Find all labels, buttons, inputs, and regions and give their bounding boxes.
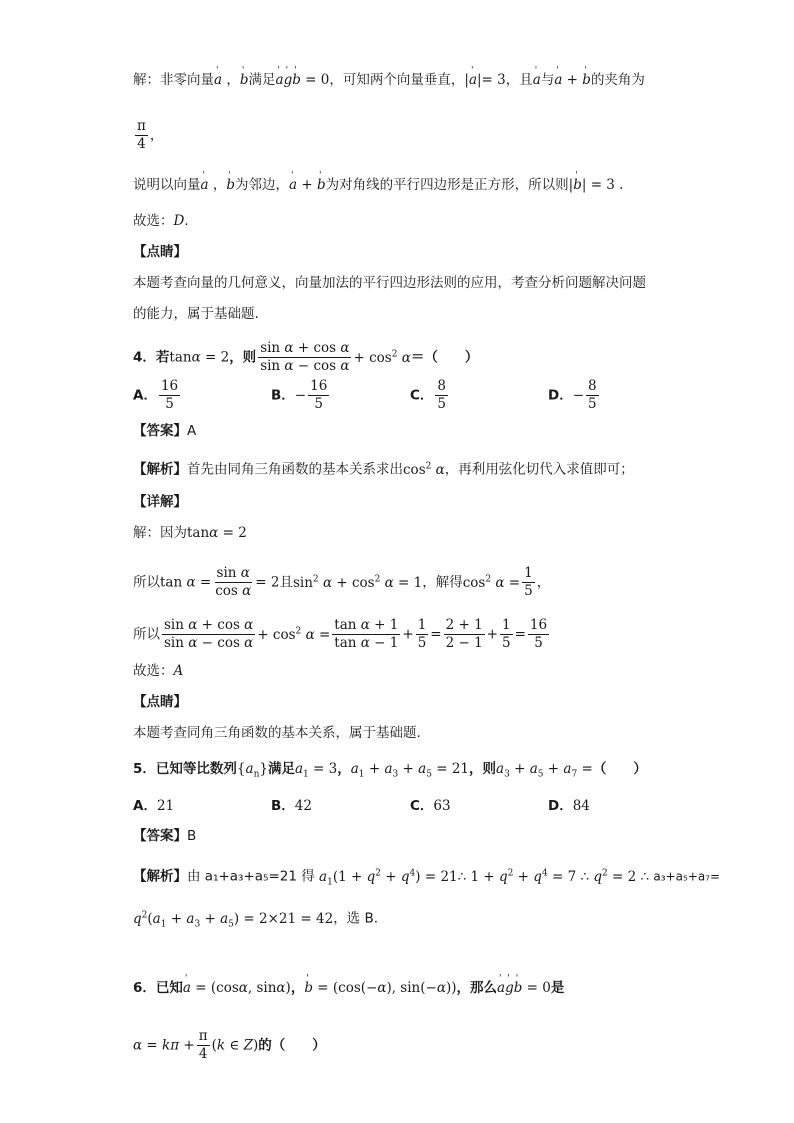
text: ，可知两个向量垂直， (329, 72, 465, 88)
q4-option-a[interactable]: A． $\frac{16}{5}$ (133, 378, 179, 412)
choose-answer: D (173, 213, 185, 229)
q4-comment-tag: 【点睛】 (133, 694, 187, 710)
text: （ ） (592, 761, 647, 777)
q4-answer (133, 421, 196, 441)
text: 说明以向量 (133, 177, 201, 193)
p3-comment-line-2: 的能力，属于基础题. (133, 306, 259, 322)
q5-option-b[interactable]: B．42 (271, 798, 312, 814)
analysis-tag: 【解析】 (133, 868, 187, 885)
text: 的夹角为 (590, 72, 645, 88)
p3-line-2 (133, 118, 163, 153)
text: 解：因为 (133, 525, 187, 541)
p3-line-1: 解：非零向量' a ，' b满足' a' g' b = 0，可知两个向量垂直，|' a|= 3，且' a与' a + ' b的夹角为 (133, 70, 645, 90)
text: 满足 (267, 761, 295, 777)
analysis-tag: 【解析】 (133, 461, 187, 478)
q5-option-a[interactable]: A．21 (133, 798, 175, 814)
text: ＝（ ） (410, 349, 479, 366)
text: ，且 (505, 72, 533, 88)
answer-tag: 【答案】 (133, 828, 187, 844)
text: ， (337, 761, 351, 777)
q5-stem: 5．已知等比数列$\{a_n\}$满足$a_1 = 3$，$a_1 + a_3 + a_5 = 21$，则$a_3 + a_5 + a_7$ =（ ） (133, 761, 647, 780)
q5-answer (133, 826, 196, 846)
text: 由 a₁+a₃+a₅=21 得 (187, 868, 315, 885)
vector-b: ' b (240, 70, 249, 90)
answer-value: B (187, 828, 197, 844)
text: ，再利用弦化切代入求值即可； (444, 461, 634, 478)
text: 的（ ） (258, 1037, 326, 1054)
q4-choose (133, 661, 183, 681)
choose-answer: A (173, 663, 184, 679)
sum-ab-expr: ' a + ' b (554, 72, 591, 88)
q4-detail-line-2: 所以tan α = $\frac{\text{sin α}}{\text{cos α}}$ = 2且$\sin^2 \alpha + \cos^2 \alpha = 1$，解得$\cos^2 \alpha$ = $\frac{1}{5}$ ， (133, 565, 551, 599)
answer-tag: 【答案】 (133, 423, 187, 439)
p3-choose (133, 211, 189, 231)
text: ，则 (229, 349, 257, 366)
q4-comment: 本题考查同角三角函数的基本关系，属于基础题. (133, 725, 421, 741)
text: ， (149, 127, 164, 144)
text: 解：非零向量 (133, 72, 214, 88)
text: 满足 (248, 72, 276, 88)
q4-analysis: 【解析】首先由同角三角函数的基本关系求出$\cos^2 \alpha$，再利用弦化切代入求值即可； (133, 461, 634, 478)
text: 为邻边， (235, 177, 290, 193)
text: 6．已知 (133, 980, 183, 996)
text: 且 (279, 574, 293, 591)
answer-value: A (187, 423, 197, 439)
norm-b-value: | = 3 . (581, 177, 624, 193)
q4-stem: 4．若tanα = 2，则 $\frac{\text{sin α + cos α}}{\text{sin α − cos α}}$ + $\cos^2 \alpha=$（ ） (133, 340, 479, 374)
text: 与 (540, 72, 555, 88)
q4-option-d[interactable]: D．− $\frac{8}{5}$ (548, 378, 597, 412)
text: ， (536, 574, 551, 591)
q6-stem-line-2: α = kπ + $\frac{\pi}{4}$ (k ∈ Z)的（ ） (133, 1028, 326, 1062)
text: 5．已知等比数列 (133, 761, 237, 777)
text: 故选： (133, 213, 174, 229)
q5-option-d[interactable]: D．84 (548, 798, 590, 814)
q4-stem-fraction: $\frac{\text{sin α + cos α}}{\text{sin α − cos α}}$ (260, 340, 350, 374)
text: 所以 (133, 574, 160, 591)
q4-option-c[interactable]: C． $\frac{8}{5}$ (410, 378, 447, 412)
fraction-pi-over-4: $\frac{\pi}{4}$ (137, 118, 146, 152)
q4-detail-line-1: 解：因为tanα = 2 (133, 525, 247, 541)
text: 为对角线的平行四边形是正方形，所以则 (325, 177, 569, 193)
text: 首先由同角三角函数的基本关系求出 (187, 461, 403, 478)
text: a₃+a₅+a₇= (653, 869, 721, 884)
q5-analysis-line-1: 【解析】由 a₁+a₃+a₅=21 得 $a_1(1 + q^2 + q^4)$ = 21∴ $1 + q^2 + q^4 = 7$ ∴ $q^2 = 2$ ∴ a₃+a₅+a₇= (133, 868, 721, 888)
norm-a-expr: |' a|= 3 (464, 72, 505, 88)
text: ，那么 (456, 980, 497, 996)
dot-product-expr: ' a' g' b = 0 (276, 72, 330, 88)
text: 所以 (133, 626, 160, 643)
q5-analysis-line-2: $q^2(a_1 + a_3 + a_5) = 2\times 21 = 42$，选 B. (133, 910, 379, 930)
text: ， (290, 980, 305, 996)
text: 4．若 (133, 349, 170, 366)
text: 是 (550, 980, 565, 996)
q5-option-c[interactable]: C．63 (410, 798, 451, 814)
text: 故选： (133, 663, 174, 679)
q4-detail-tag: 【详解】 (133, 494, 187, 510)
p3-line-3: 说明以向量' a ，' b为邻边，' a + ' b为对角线的平行四边形是正方形，所以则|' b| = 3 . (133, 175, 623, 195)
p3-comment-line-1: 本题考查向量的几何意义，向量加法的平行四边形法则的应用，考查分析问题解决问题 (133, 275, 646, 291)
q6-stem-line-1: 6．已知' a = (cosα, sinα)，' b = (cos(−α), sin(−α))，那么' a' g' b = 0是 (133, 978, 564, 998)
text: ，则 (469, 761, 497, 777)
q4-option-b[interactable]: B．− $\frac{16}{5}$ (271, 378, 328, 412)
p3-comment-tag: 【点睛】 (133, 244, 187, 260)
text: ，解得 (422, 574, 463, 591)
text: . (184, 213, 189, 229)
q4-detail-line-3: 所以 $\frac{\text{sin α + cos α}}{\text{sin α − cos α}}$ + $\cos^2 \alpha$ = $\frac{\text{tan α + 1}}{\text{tan α − 1}}$ + $\frac{1}{5}$ = $\frac{2 + 1}{2 - 1}$ + $\frac{1}{5}$ = $\frac{16}{5}$ (133, 617, 548, 651)
vector-a: ' a (214, 70, 222, 90)
text: ，选 B. (333, 910, 379, 927)
